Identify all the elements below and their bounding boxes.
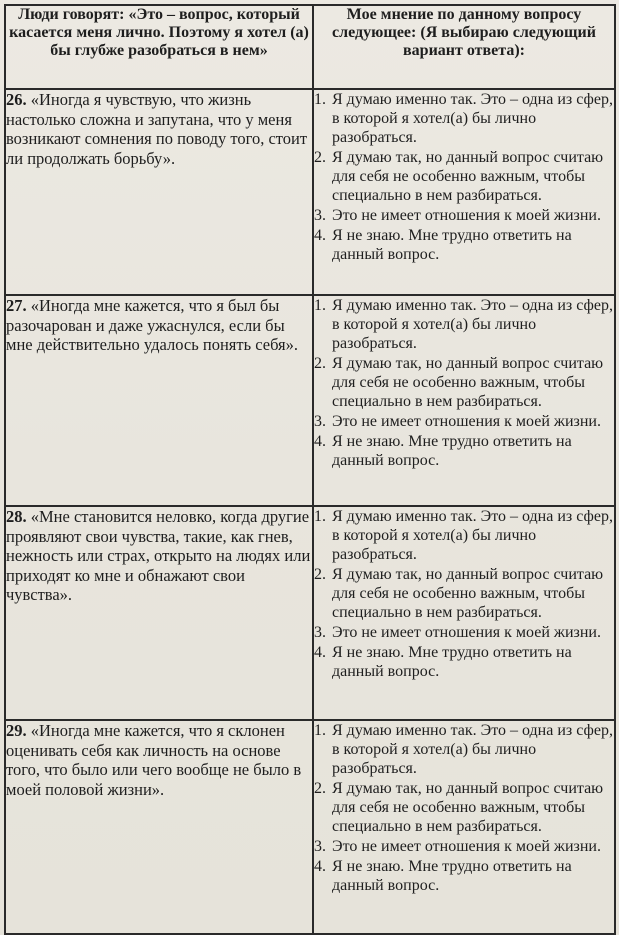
answer-option-3[interactable] — [314, 412, 614, 431]
header-opinion: Мое мнение по данному вопросу следующее: (Я выбираю следующий вариант ответа): — [313, 5, 615, 89]
answer-options-list — [314, 296, 614, 470]
option-text: Я не знаю. Мне трудно ответить на данный вопрос. — [332, 644, 572, 680]
answer-option-4[interactable] — [314, 643, 614, 681]
option-number: 2. — [314, 149, 326, 166]
answer-options-cell — [313, 295, 615, 506]
question-row-28 — [5, 506, 615, 720]
question-row-29 — [5, 720, 615, 934]
option-number: 3. — [314, 413, 326, 430]
option-text: Я думаю так, но данный вопрос считаю для себя не особенно важным, чтобы специально в нем разбираться. — [332, 566, 604, 621]
question-cell — [5, 506, 313, 720]
option-number: 2. — [314, 780, 326, 797]
answer-options-list — [314, 90, 614, 264]
answer-option-3[interactable] — [314, 623, 614, 642]
question-text: «Мне становится неловко, когда другие проявляют свои чувства, такие, как гнев, нежность или страх, открыто на людях или приходят ко мне и обнажают свои чувства». — [6, 507, 311, 604]
question-number: 27. — [6, 296, 27, 315]
option-number: 1. — [314, 722, 326, 739]
answer-options-cell — [313, 506, 615, 720]
answer-option-2[interactable] — [314, 354, 614, 411]
question-cell — [5, 89, 313, 295]
option-number: 4. — [314, 858, 326, 875]
option-text: Я думаю именно так. Это – одна из сфер, в которой я хотел(а) бы лично разобраться. — [332, 91, 613, 146]
option-text: Я думаю именно так. Это – одна из сфер, в которой я хотел(а) бы лично разобраться. — [332, 508, 613, 563]
option-text: Я не знаю. Мне трудно ответить на данный вопрос. — [332, 858, 572, 894]
answer-options-cell — [313, 720, 615, 934]
option-number: 1. — [314, 297, 326, 314]
answer-option-1[interactable] — [314, 90, 614, 147]
option-text: Я думаю так, но данный вопрос считаю для себя не особенно важным, чтобы специально в нем разбираться. — [332, 355, 604, 410]
question-row-27 — [5, 295, 615, 506]
option-text: Я думаю так, но данный вопрос считаю для себя не особенно важным, чтобы специально в нем разбираться. — [332, 780, 604, 835]
option-text: Я не знаю. Мне трудно ответить на данный вопрос. — [332, 227, 572, 263]
option-text: Это не имеет отношения к моей жизни. — [332, 413, 601, 430]
option-text: Я думаю именно так. Это – одна из сфер, в которой я хотел(а) бы лично разобраться. — [332, 722, 613, 777]
answer-option-3[interactable] — [314, 206, 614, 225]
option-text: Это не имеет отношения к моей жизни. — [332, 624, 601, 641]
answer-option-4[interactable] — [314, 857, 614, 895]
option-text: Я думаю именно так. Это – одна из сфер, в которой я хотел(а) бы лично разобраться. — [332, 297, 613, 352]
option-text: Я не знаю. Мне трудно ответить на данный вопрос. — [332, 433, 572, 469]
question-number: 29. — [6, 721, 27, 740]
question-text: «Иногда я чувствую, что жизнь настолько сложна и запутана, что у меня возникают сомнения по поводу того, стоит ли продолжать борьбу». — [6, 90, 308, 168]
option-number: 1. — [314, 91, 326, 108]
answer-option-4[interactable] — [314, 226, 614, 264]
answer-option-4[interactable] — [314, 432, 614, 470]
option-text: Это не имеет отношения к моей жизни. — [332, 207, 601, 224]
question-text: «Иногда мне кажется, что я склонен оценивать себя как личность на основе того, что было или чего вообще не было в моей половой жизни». — [6, 721, 302, 799]
option-number: 4. — [314, 644, 326, 661]
survey-table — [4, 4, 616, 935]
option-number: 1. — [314, 508, 326, 525]
answer-option-1[interactable] — [314, 721, 614, 778]
question-cell — [5, 720, 313, 934]
option-number: 4. — [314, 227, 326, 244]
option-number: 3. — [314, 838, 326, 855]
option-text: Я думаю так, но данный вопрос считаю для себя не особенно важным, чтобы специально в нем разбираться. — [332, 149, 604, 204]
header-row — [5, 5, 615, 89]
option-number: 4. — [314, 433, 326, 450]
answer-options-list — [314, 721, 614, 895]
answer-option-2[interactable] — [314, 565, 614, 622]
option-number: 2. — [314, 355, 326, 372]
answer-option-1[interactable] — [314, 296, 614, 353]
answer-options-cell — [313, 89, 615, 295]
answer-option-3[interactable] — [314, 837, 614, 856]
option-text: Это не имеет отношения к моей жизни. — [332, 838, 601, 855]
option-number: 2. — [314, 566, 326, 583]
answer-option-2[interactable] — [314, 148, 614, 205]
question-row-26 — [5, 89, 615, 295]
answer-options-list — [314, 507, 614, 681]
answer-option-2[interactable] — [314, 779, 614, 836]
question-number: 28. — [6, 507, 27, 526]
question-cell — [5, 295, 313, 506]
header-statement: Люди говорят: «Это – вопрос, который касается меня лично. Поэтому я хотел (а) бы глубже разобраться в нем» — [5, 5, 313, 89]
answer-option-1[interactable] — [314, 507, 614, 564]
option-number: 3. — [314, 207, 326, 224]
question-text: «Иногда мне кажется, что я был бы разочарован и даже ужаснулся, если бы мне действительно удалось понять себя». — [6, 296, 299, 354]
question-number: 26. — [6, 90, 27, 109]
option-number: 3. — [314, 624, 326, 641]
